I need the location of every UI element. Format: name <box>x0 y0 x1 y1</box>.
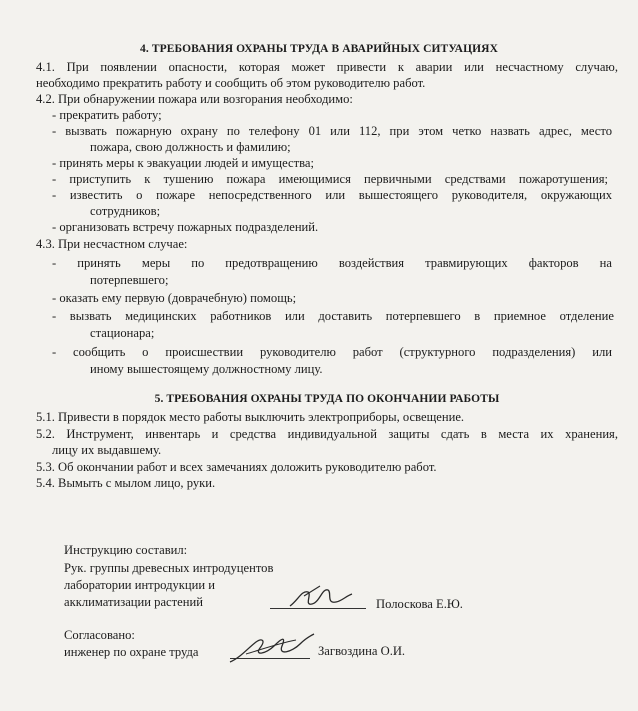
text-line: 4.1. При появлении опасности, которая может привести к аварии или несчастному случаю, <box>36 60 618 74</box>
signature-scribble-2 <box>226 628 316 666</box>
compiled-position: лаборатории интродукции и <box>64 578 215 592</box>
text-line: необходимо прекратить работу и сообщить об этом руководителю работ. <box>36 76 426 90</box>
list-item: - организовать встречу пожарных подразделений. <box>52 220 319 234</box>
text-line: 4.2. При обнаружении пожара или возгорания необходимо: <box>36 92 353 106</box>
text-line: 5.4. Вымыть с мылом лицо, руки. <box>36 476 216 490</box>
compiled-label: Инструкцию составил: <box>64 543 188 557</box>
approved-position: инженер по охране труда <box>64 645 199 659</box>
list-item-continuation: потерпевшего; <box>90 273 169 287</box>
list-item: - принять меры по предотвращению воздействия травмирующих факторов на <box>52 256 612 270</box>
compiled-name: Полоскова Е.Ю. <box>376 597 463 611</box>
compiled-position: Рук. группы древесных интродуцентов <box>64 561 274 575</box>
approved-name: Загвоздина О.И. <box>318 644 406 658</box>
list-item: - сообщить о происшествии руководителю работ (структурного подразделения) или <box>52 345 612 359</box>
list-item: - приступить к тушению пожара имеющимися первичными средствами пожаротушения; <box>52 172 608 186</box>
list-item-continuation: иному вышестоящему должностному лицу. <box>90 362 323 376</box>
section-4-title: 4. ТРЕБОВАНИЯ ОХРАНЫ ТРУДА В АВАРИЙНЫХ СИТУАЦИЯХ <box>140 43 498 55</box>
text-line: 4.3. При несчастном случае: <box>36 237 188 251</box>
list-item-continuation: стационара; <box>90 326 155 340</box>
compiled-position: акклиматизации растений <box>64 595 203 609</box>
list-item-continuation: сотрудников; <box>90 204 161 218</box>
list-item: - прекратить работу; <box>52 108 162 122</box>
list-item: - известить о пожаре непосредственного или вышестоящего руководителя, окружающих <box>52 188 612 202</box>
text-line: лицу их выдавшему. <box>52 443 162 457</box>
text-line: 5.2. Инструмент, инвентарь и средства индивидуальной защиты сдать в места их хранения, <box>36 427 618 441</box>
approved-label: Согласовано: <box>64 628 135 642</box>
list-item: - вызвать пожарную охрану по телефону 01 или 112, при этом четко назвать адрес, место <box>52 124 612 138</box>
signature-scribble-1 <box>286 582 356 612</box>
list-item: - оказать ему первую (доврачебную) помощь; <box>52 291 297 305</box>
text-line: 5.1. Привести в порядок место работы выключить электроприборы, освещение. <box>36 410 465 424</box>
list-item: - вызвать медицинских работников или доставить потерпевшего в приемное отделение <box>52 309 614 323</box>
list-item-continuation: пожара, свою должность и фамилию; <box>90 140 291 154</box>
list-item: - принять меры к эвакуации людей и имущества; <box>52 156 314 170</box>
text-line: 5.3. Об окончании работ и всех замечаниях доложить руководителю работ. <box>36 460 437 474</box>
section-5-title: 5. ТРЕБОВАНИЯ ОХРАНЫ ТРУДА ПО ОКОНЧАНИИ РАБОТЫ <box>154 393 500 405</box>
